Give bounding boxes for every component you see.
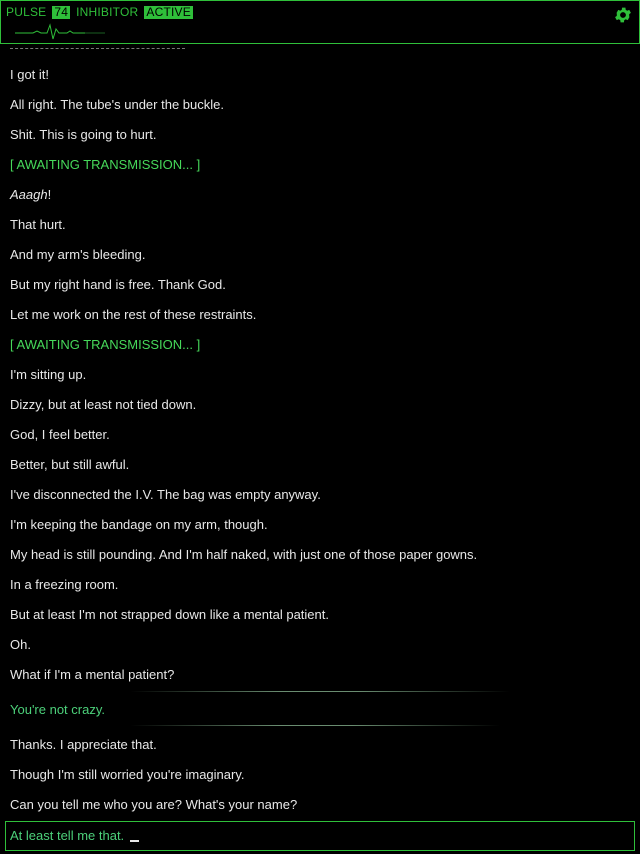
log-line: In a freezing room. [10, 577, 119, 592]
pulse-value: 74 [54, 4, 69, 19]
log-line: What if I'm a mental patient? [10, 667, 175, 682]
log-line: Thanks. I appreciate that. [10, 737, 157, 752]
log-line: But at least I'm not strapped down like a mental patient. [10, 607, 329, 622]
reply-divider-bottom [130, 725, 500, 726]
reply-input-text[interactable] [10, 828, 139, 844]
log-line: All right. The tube's under the buckle. [10, 97, 224, 112]
player-reply: You're not crazy. [10, 702, 105, 717]
log-line: Better, but still awful. [10, 457, 130, 472]
status-hud [0, 0, 640, 44]
log-line: Shit. This is going to hurt. [10, 127, 157, 142]
log-line [10, 187, 51, 203]
log-line: Oh. [10, 637, 31, 652]
reply-divider-top [130, 691, 510, 692]
reply-input[interactable] [5, 821, 635, 851]
log-line: God, I feel better. [10, 427, 110, 442]
system-line: [ AWAITING TRANSMISSION... ] [10, 337, 201, 352]
log-line: And my arm's bleeding. [10, 247, 146, 262]
log-line: I'm sitting up. [10, 367, 87, 382]
inhibitor-label: INHIBITOR [76, 5, 139, 19]
status-readout [6, 5, 193, 19]
inhibitor-status: ACTIVE [146, 4, 191, 19]
log-line: Though I'm still worried you're imaginary. [10, 767, 245, 782]
log-line: I got it! [10, 67, 50, 82]
log-line: I'm keeping the bandage on my arm, though. [10, 517, 268, 532]
log-line: Dizzy, but at least not tied down. [10, 397, 197, 412]
log-line-tail: ! [47, 187, 52, 202]
log-line: My head is still pounding. And I'm half naked, with just one of those paper gowns. [10, 547, 478, 562]
log-line-italic: Aaagh [10, 187, 48, 202]
log-line: That hurt. [10, 217, 66, 232]
gear-icon[interactable] [613, 5, 633, 25]
log-line: But my right hand is free. Thank God. [10, 277, 226, 292]
heartbeat-icon [15, 23, 105, 41]
reply-input-value: At least tell me that. [10, 828, 125, 843]
text-cursor [130, 840, 139, 842]
log-line: Can you tell me who you are? What's your name? [10, 797, 298, 812]
log-line: I've disconnected the I.V. The bag was empty anyway. [10, 487, 321, 502]
system-line: [ AWAITING TRANSMISSION... ] [10, 157, 201, 172]
log-line: Let me work on the rest of these restraints. [10, 307, 257, 322]
conversation-log[interactable] [0, 45, 640, 818]
log-fade-edge [10, 48, 185, 50]
pulse-label: PULSE [6, 5, 47, 19]
